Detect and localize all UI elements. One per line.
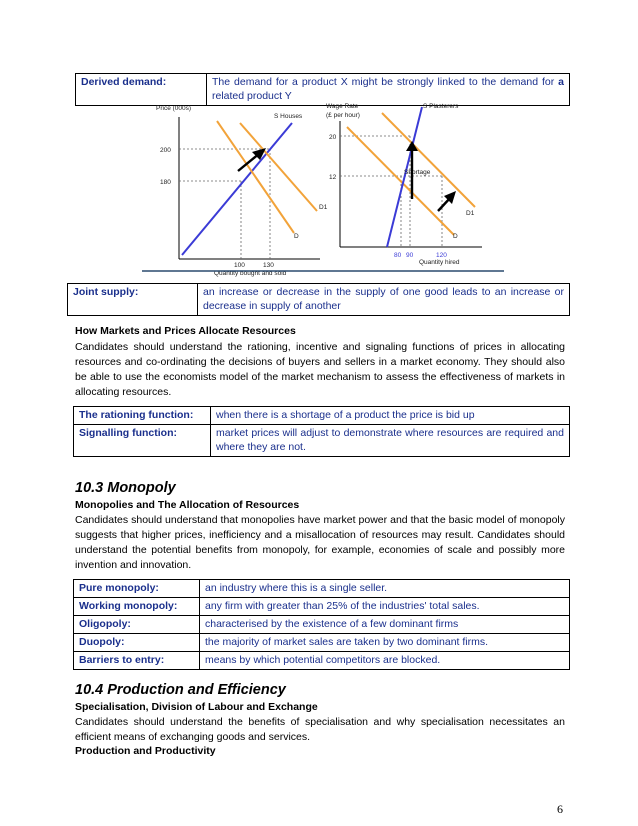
- table-row: [74, 407, 570, 425]
- joint-supply-table: [67, 283, 570, 316]
- term-cell: Oligopoly:: [74, 616, 200, 634]
- series-label-s-plasterers: S Plasterers: [423, 103, 459, 110]
- table-row: [74, 634, 570, 652]
- definition-cell: when there is a shortage of a product the price is bid up: [211, 407, 570, 425]
- definition-cell: characterised by the existence of a few dominant firms: [200, 616, 570, 634]
- x-tick-label: 100: [234, 262, 245, 269]
- supply-line: [182, 123, 292, 255]
- series-label-s-houses: S Houses: [274, 113, 303, 120]
- derived-demand-chart-figure: [142, 101, 504, 277]
- table-row: [74, 598, 570, 616]
- page-number: 6: [557, 802, 563, 816]
- y-tick-label: 180: [160, 179, 171, 186]
- term-cell: Derived demand:: [76, 74, 207, 106]
- section-heading-production: 10.4 Production and Efficiency: [75, 682, 286, 698]
- demand-line-d: [347, 127, 454, 235]
- production-paragraph: Candidates should understand the benefits of specialisation and why specialisation necessitates an efficient means of exchanging goods and services.: [75, 716, 565, 743]
- chart-plasterers: [322, 103, 482, 266]
- demand-line-d1: [382, 113, 475, 207]
- shortage-annotation: Shortage: [404, 169, 431, 176]
- chart-houses: [156, 105, 328, 277]
- definition-cell: The demand for a product X might be strongly linked to the demand for a related product Y: [207, 74, 570, 106]
- y-axis-label-line2: (£ per hour): [326, 112, 360, 119]
- term-cell: Signalling function:: [74, 425, 211, 457]
- demand-line-d: [217, 121, 294, 233]
- subheading-productivity: Production and Productivity: [75, 745, 216, 757]
- definition-cell: an increase or decrease in the supply of one good leads to an increase or decrease in supply of another: [198, 284, 570, 316]
- table-row: [74, 580, 570, 598]
- subheading-specialisation: Specialisation, Division of Labour and Exchange: [75, 701, 318, 713]
- x-tick-label: 80: [394, 252, 402, 259]
- x-axis-label: Quantity hired: [419, 259, 460, 266]
- y-tick-label: 12: [329, 174, 337, 181]
- table-row: [74, 652, 570, 670]
- y-tick-label: 200: [160, 147, 171, 154]
- definition-cell: the majority of market sales are taken by two dominant firms.: [200, 634, 570, 652]
- x-tick-label: 130: [263, 262, 274, 269]
- definition-cell: an industry where this is a single seller.: [200, 580, 570, 598]
- definition-cell: market prices will adjust to demonstrate where resources are required and where they are not.: [211, 425, 570, 457]
- term-cell: Barriers to entry:: [74, 652, 200, 670]
- arrowhead-icon: [406, 141, 418, 151]
- monopoly-terms-table: [73, 579, 570, 670]
- subheading-monopolies: Monopolies and The Allocation of Resources: [75, 499, 300, 511]
- series-label-d: D: [453, 233, 458, 240]
- y-axis-label-line1: Wage Rate: [326, 103, 359, 110]
- term-cell: Working monopoly:: [74, 598, 200, 616]
- x-tick-label: 90: [406, 252, 414, 259]
- y-tick-label: 20: [329, 134, 337, 141]
- series-label-d1: D1: [319, 204, 328, 211]
- demand-line-d1: [240, 123, 317, 211]
- term-cell: Pure monopoly:: [74, 580, 200, 598]
- table-row: [68, 284, 570, 316]
- term-cell: Duopoly:: [74, 634, 200, 652]
- monopoly-paragraph: Candidates should understand that monopolies have market power and that the basic model of monopoly suggests that higher prices, inefficiency and a misallocation of resources may result. Candidates should understand the potential benefits from monopoly, for example, economies of scale and possibly more invention and innovation.: [75, 514, 565, 571]
- definition-cell: any firm with greater than 25% of the industries' total sales.: [200, 598, 570, 616]
- y-axis-label: Price (000s): [156, 105, 192, 112]
- table-row: [74, 425, 570, 457]
- x-tick-label: 120: [436, 252, 447, 259]
- section-heading-markets: How Markets and Prices Allocate Resources: [75, 325, 296, 337]
- table-row: [74, 616, 570, 634]
- series-label-d: D: [294, 233, 299, 240]
- section-heading-monopoly: 10.3 Monopoly: [75, 480, 176, 496]
- series-label-d1: D1: [466, 210, 475, 217]
- term-cell: Joint supply:: [68, 284, 198, 316]
- x-axis-label: Quantity bought and sold: [214, 270, 287, 277]
- term-cell: The rationing function:: [74, 407, 211, 425]
- definition-cell: means by which potential competitors are blocked.: [200, 652, 570, 670]
- price-functions-table: [73, 406, 570, 457]
- markets-paragraph: Candidates should understand the rationing, incentive and signaling functions of prices in allocating resources and co-ordinating the decisions of buyers and sellers in a market economy. They should also be able to use the economists model of the market mechanism to assess the effectiveness of markets in allocating resources.: [75, 341, 565, 398]
- supply-line: [387, 107, 422, 247]
